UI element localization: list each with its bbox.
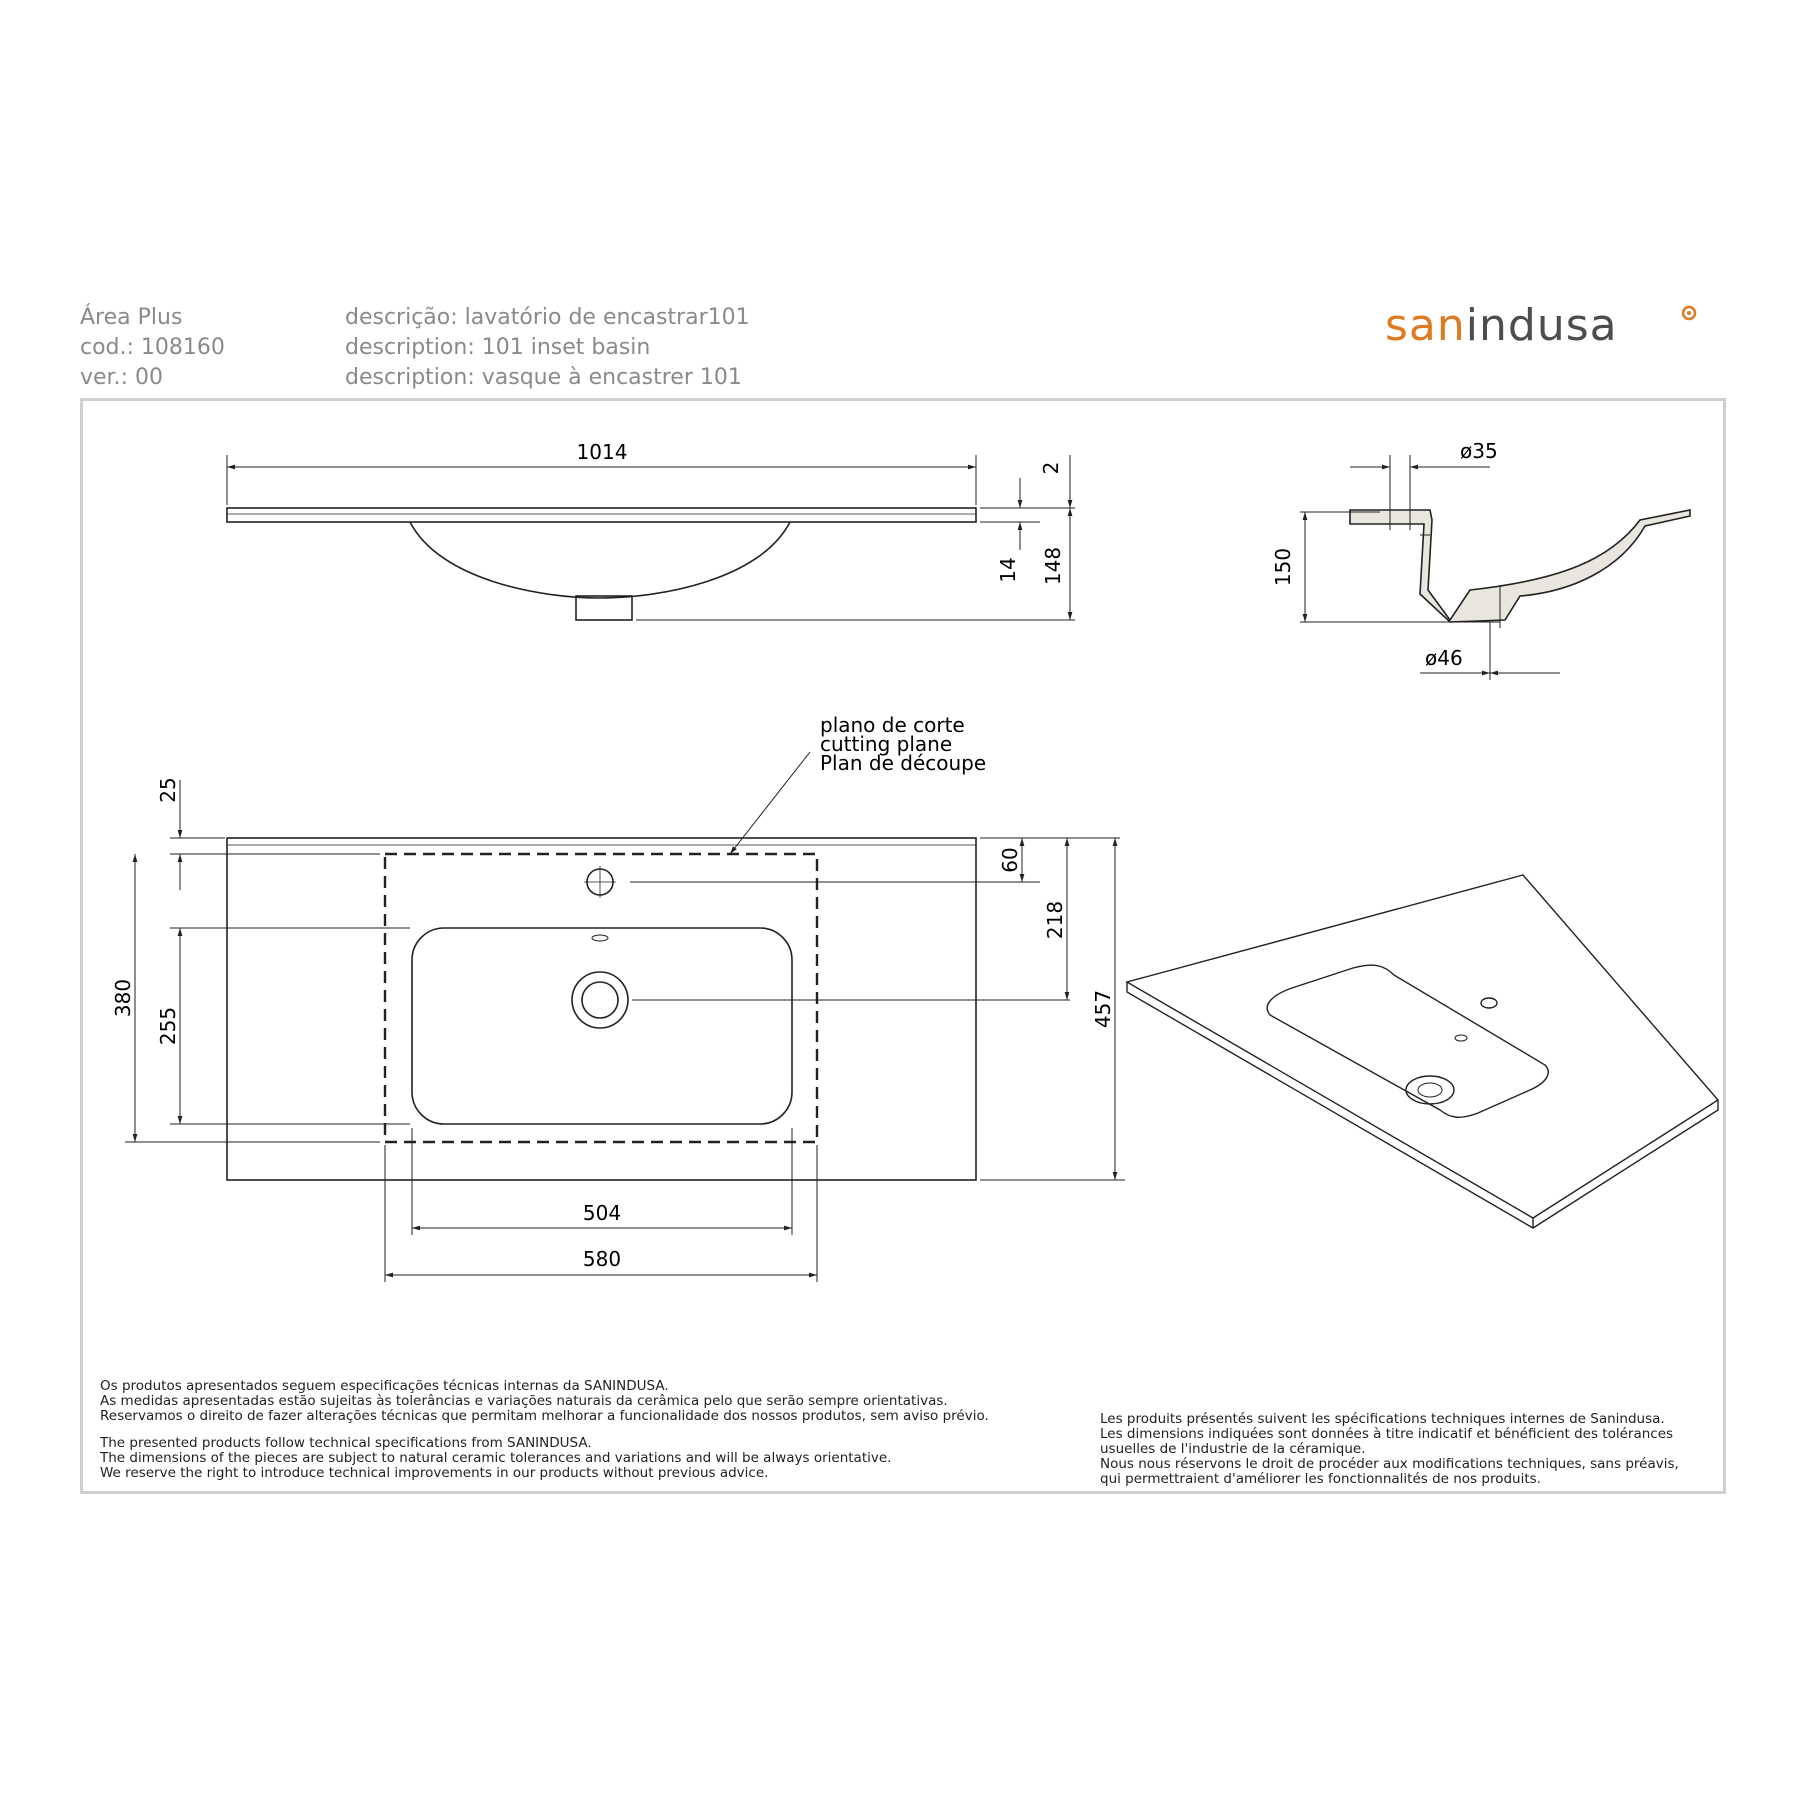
overflow-slot	[592, 935, 608, 941]
brand-part2: indusa	[1465, 300, 1618, 351]
footer-right	[1100, 1412, 1679, 1487]
footer-fr-1: Les produits présentés suivent les spécifications techniques internes de Sanindusa.	[1100, 1411, 1665, 1427]
footer-en-1: The presented products follow technical specifications from SANINDUSA.	[100, 1435, 592, 1451]
plan-view	[227, 838, 976, 1180]
dim-bowl-depth: 255	[156, 1006, 180, 1046]
footer-pt-2: As medidas apresentadas estão sujeitas às tolerâncias e variações naturais da cerâmica pelo que serão sempre orientativas.	[100, 1393, 948, 1409]
dim-total-height: 148	[1041, 546, 1065, 586]
product-line: Área Plus	[80, 305, 183, 330]
cutting-plane-en: cutting plane	[820, 732, 953, 756]
iso-front-edge	[1127, 982, 1718, 1228]
footer-en-3: We reserve the right to introduce technical improvements in our products without previous advice.	[100, 1465, 769, 1481]
plan-dimensions	[125, 752, 1125, 1282]
footer-fr-4: Nous nous réservons le droit de procéder aux modifications techniques, sans préavis,	[1100, 1456, 1679, 1472]
description-en: description: 101 inset basin	[345, 335, 651, 360]
iso-tap-hole	[1481, 998, 1497, 1008]
dim-slab-thickness: 2	[1039, 461, 1063, 475]
footer-fr-5: qui permettraient d'améliorer les fonctionnalités de nos produits.	[1100, 1471, 1541, 1487]
dim-tap-offset: 60	[998, 847, 1022, 873]
cutting-plane-pt: plano de corte	[820, 713, 965, 737]
footer-fr-2: Les dimensions indiquées sont données à titre indicatif et bénéficient des tolérances	[1100, 1426, 1674, 1442]
drain-inner	[582, 982, 618, 1018]
dim-tap-hole: ø35	[1460, 439, 1498, 463]
cutout-outline	[385, 854, 817, 1142]
product-code: cod.: 108160	[80, 335, 225, 360]
brand-part1: san	[1385, 300, 1466, 351]
front-drain	[576, 596, 632, 620]
front-bowl	[410, 522, 790, 598]
description-fr: description: vasque à encastrer 101	[345, 365, 742, 390]
dim-drain: ø46	[1425, 646, 1463, 670]
drain-outer	[572, 972, 628, 1028]
iso-overflow	[1455, 1035, 1467, 1041]
dim-edge-height: 14	[996, 557, 1020, 583]
cutting-plane-fr: Plan de découpe	[820, 751, 987, 775]
iso-drain	[1406, 1076, 1454, 1104]
section-view	[1350, 505, 1690, 628]
dim-drain-offset: 218	[1043, 900, 1067, 940]
plan-slab	[227, 838, 976, 1180]
dim-cut-width: 580	[582, 1247, 622, 1271]
footer-en-2: The dimensions of the pieces are subject to natural ceramic tolerances and variations and will be always orientative.	[100, 1450, 892, 1466]
dim-cut-depth: 380	[111, 978, 135, 1018]
description-pt: descrição: lavatório de encastrar101	[345, 305, 750, 330]
footer-pt-3: Reservamos o direito de fazer alterações técnicas que permitam melhorar a funcionalidade dos nossos produtos, sem aviso prévio.	[100, 1408, 989, 1424]
front-view	[227, 508, 976, 620]
dim-back-edge: 25	[156, 777, 180, 803]
front-slab	[227, 508, 976, 522]
footer-fr-3: usuelles de l'industrie de la céramique.	[1100, 1441, 1366, 1457]
dim-section-depth: 150	[1271, 547, 1295, 587]
dim-total-depth: 457	[1091, 989, 1115, 1029]
bowl-outline	[412, 928, 792, 1124]
isometric-view	[1127, 875, 1718, 1228]
footer-left	[100, 1379, 989, 1481]
product-version: ver.: 00	[80, 365, 163, 390]
footer-pt-1: Os produtos apresentados seguem especificações técnicas internas da SANINDUSA.	[100, 1378, 669, 1394]
dim-overall-width: 1014	[576, 440, 628, 464]
dim-bowl-width: 504	[582, 1201, 622, 1225]
